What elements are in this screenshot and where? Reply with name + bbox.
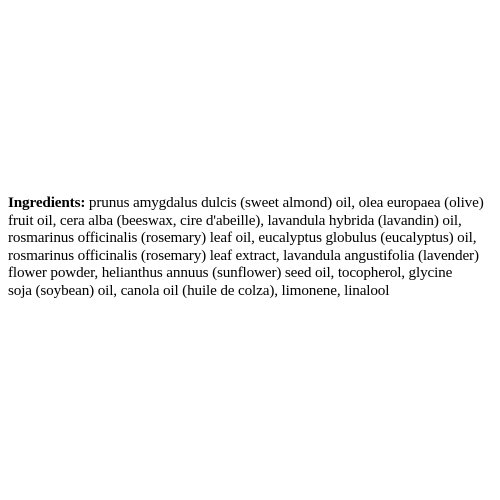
ingredients-line: flower powder, helianthus annuus (sunflower) seed oil, tocopherol, glycine	[8, 264, 453, 282]
ingredients-line	[8, 194, 494, 212]
ingredients-line: soja (soybean) oil, canola oil (huile de colza), limonene, linalool	[8, 281, 390, 299]
ingredients-line: fruit oil, cera alba (beeswax, cire d'abeille), lavandula hybrida (lavandin) oil,	[8, 211, 462, 229]
ingredients-paragraph	[8, 194, 494, 300]
ingredients-line: rosmarinus officinalis (rosemary) leaf oil, eucalyptus globulus (eucalyptus) oil,	[8, 229, 477, 247]
ingredients-line: rosmarinus officinalis (rosemary) leaf extract, lavandula angustifolia (lavender)	[8, 246, 479, 264]
ingredients-text: prunus amygdalus dulcis (sweet almond) oil, olea europaea (olive)	[85, 194, 484, 211]
ingredients-heading: Ingredients:	[8, 194, 86, 211]
